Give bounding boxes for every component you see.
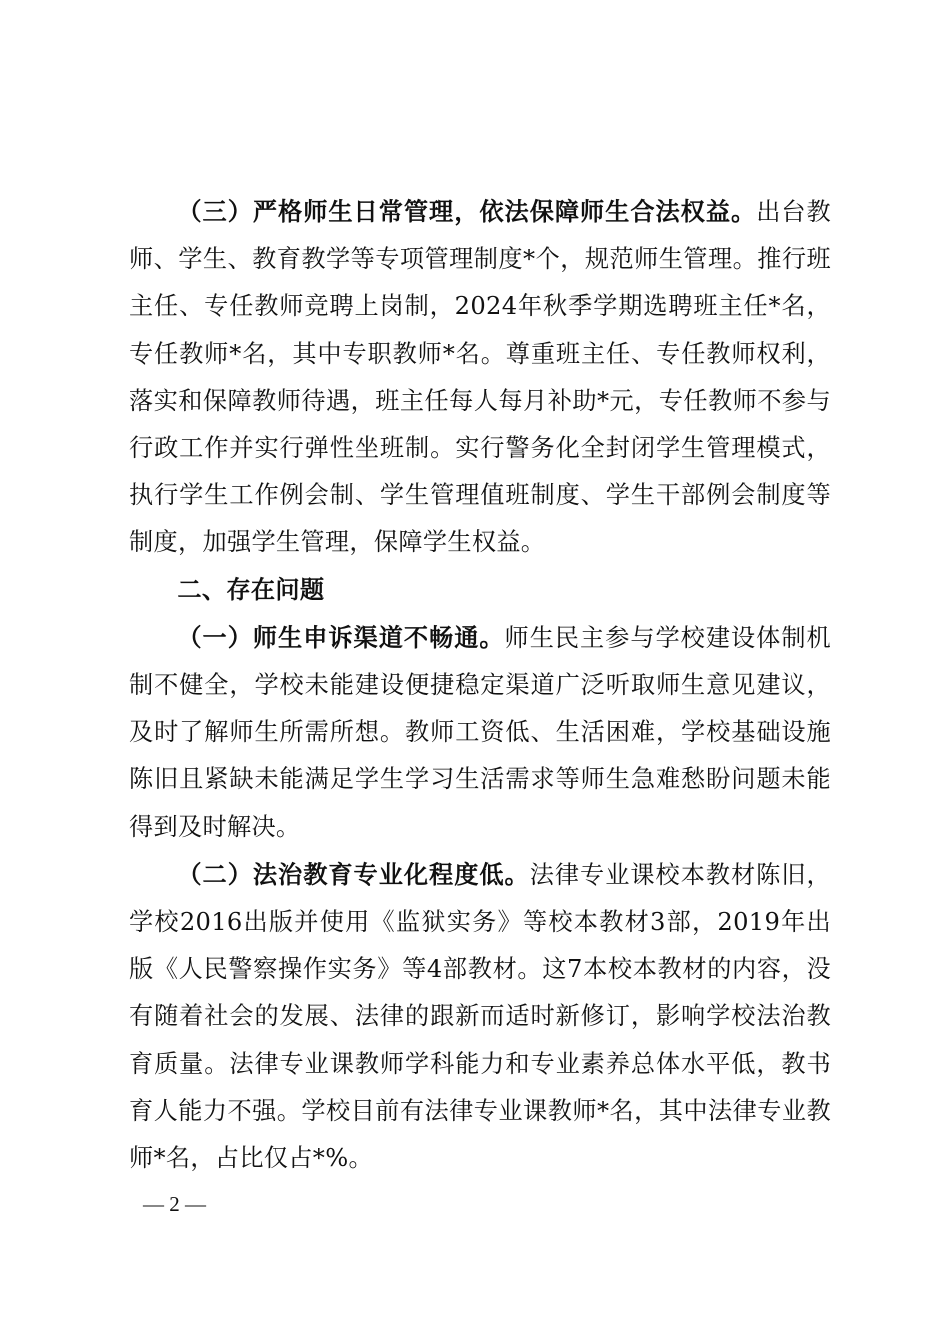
paragraph-lead: （一）师生申诉渠道不畅通。: [177, 622, 505, 652]
paragraph-body: 师生民主参与学校建设体制机制不健全，学校未能建设便捷稳定渠道广泛听取师生意见建议，及时了解师生所需所想。教师工资低、生活困难，学校基础设施陈旧且紧缺未能满足学生学习生活需求等师生急难愁盼问题未能得到及时解决。: [129, 623, 831, 841]
paragraph-section-3: [129, 188, 831, 567]
paragraph-problem-2: [129, 851, 831, 1182]
paragraph-lead: （三）严格师生日常管理，依法保障师生合法权益。: [177, 197, 757, 226]
page-number: — 2 —: [143, 1192, 206, 1216]
section-heading-problems: 二、存在问题: [177, 575, 325, 604]
paragraph-body: 法律专业课校本教材陈旧，学校2016出版并使用《监狱实务》等校本教材3部，2019年出版《人民警察操作实务》等4部教材。这7本校本教材的内容，没有随着社会的发展、法律的跟新而适时新修订，影响学校法治教育质量。法律专业课教师学科能力和专业素养总体水平低，教书育人能力不强。学校目前有法律专业课教师*名，其中法律专业教师*名，占比仅占*%。: [129, 860, 831, 1173]
paragraph-problem-1: [129, 614, 831, 851]
paragraph-lead: （二）法治教育专业化程度低。: [177, 859, 530, 889]
paragraph-body: 出台教师、学生、教育教学等专项管理制度*个，规范师生管理。推行班主任、专任教师竞聘上岗制，2024年秋季学期选聘班主任*名，专任教师*名，其中专职教师*名。尊重班主任、专任教师权利，落实和保障教师待遇，班主任每人每月补助*元，专任教师不参与行政工作并实行弹性坐班制。实行警务化全封闭学生管理模式，执行学生工作例会制、学生管理值班制度、学生干部例会制度等制度，加强学生管理，保障学生权益。: [129, 198, 832, 557]
document-body: [129, 188, 831, 1182]
